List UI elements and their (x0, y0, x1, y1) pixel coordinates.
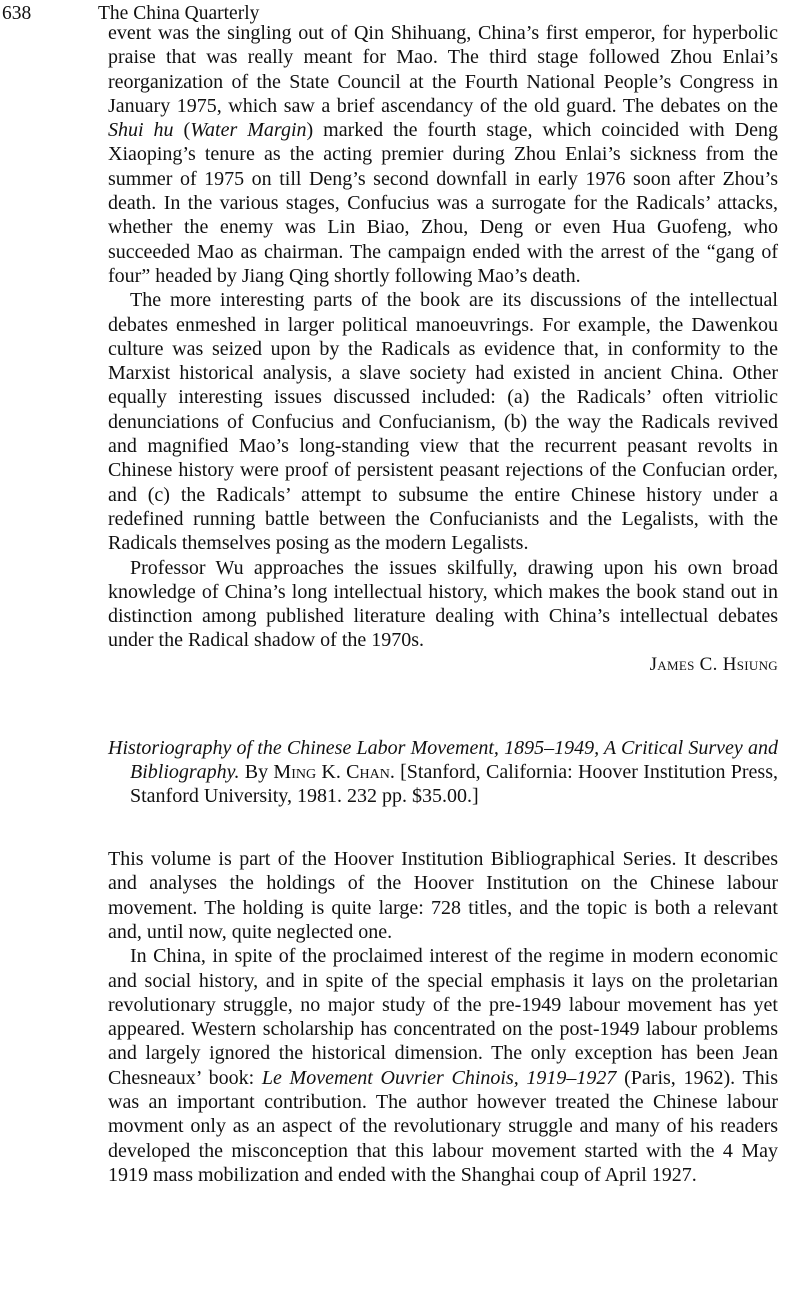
text-run: In China, in spite of the proclaimed interest of the regime in modern economic and social history, and in spite of the special emphasis it lays on the proletarian revolutionary struggle, no major study of the pre-1949 labour movement has yet appeared. Western scholarship has concentrated on the post-1949 labour problems and largely ignored the historical dimension. The only exception has been Jean Chesneaux’ book: (108, 945, 778, 1089)
review1-paragraph-2: The more interesting parts of the book are its discussions of the intellectual debates enmeshed in larger political manoeuvrings. For example, the Dawenkou culture was seized upon by the Radicals as evidence that, in conformity to the Marxist historical analysis, a slave society had existed in ancient China. Other equally interesting issues discussed included: (a) the Radicals’ often vitriolic denunciations of Confucius and Confucianism, (b) the way the Radicals revived and magnified Mao’s long-standing view that the recurrent peasant revolts in Chinese history were proof of persistent peasant rejections of the Confucian order, and (c) the Radicals’ attempt to subsume the entire Chinese history under a redefined running battle between the Confucianists and the Legalists, with the Radicals themselves posing as the modern Legalists. (108, 289, 778, 555)
review1-paragraph-1 (108, 21, 778, 288)
text-run: event was the singling out of Qin Shihuang, China’s first emperor, for hyperbolic praise that was really meant for Mao. The third stage followed Zhou Enlai’s reorganization of the State Council at the Fourth National People’s Congress in January 1975, which saw a brief ascendancy of the old guard. The debates on the (108, 22, 778, 117)
reviewer-signature: James C. Hsiung (649, 653, 778, 675)
review1-paragraph-3: Professor Wu approaches the issues skilfully, drawing upon his own broad knowledge of China’s long intellectual history, which makes the book stand out in distinction among published literature dealing with China’s intellectual debates under the Radical shadow of the 1970s. (108, 556, 778, 652)
review2-heading (108, 736, 778, 808)
review2-paragraph-1: This volume is part of the Hoover Institution Bibliographical Series. It describes and analyses the holdings of the Hoover Institution on the Chinese labour movement. The holding is quite large: 728 titles, and the topic is both a relevant and, until now, quite neglected one. (108, 848, 778, 943)
italic-text: Water Margin (190, 119, 307, 142)
text-run: ( (173, 119, 191, 142)
italic-text: Shui hu (108, 119, 174, 142)
article-body (108, 21, 778, 1187)
text-run: (Paris, 1962). This was an important contribution. The author however treated the Chinese labour movment only as an aspect of the revolutionary struggle and many of his readers developed the misconception that this labour movement started with the 4 May 1919 mass mobilization and ended with the Shanghai coup of April 1927. (108, 1066, 778, 1186)
by-word: By (239, 761, 274, 784)
text-run: ) marked the fourth stage, which coincided with Deng Xiaoping’s tenure as the acting premier during Zhou Enlai’s sickness from the summer of 1975 on till Deng’s second downfall in early 1976 soon after Zhou’s death. In the various stages, Confucius was a surrogate for the Radicals’ attacks, whether the enemy was Lin Biao, Zhou, Deng or even Hua Guofeng, who succeeded Mao as chairman. The campaign ended with the arrest of the “gang of four” headed by Jiang Qing shortly following Mao’s death. (108, 119, 778, 287)
journal-title: The China Quarterly (98, 3, 260, 24)
book-author: Ming K. Chan (273, 761, 390, 784)
review2-paragraph-2 (108, 944, 778, 1187)
book-title: Historiography of the Chinese Labor Movement, 1895–1949, A Critical Survey and Bibliography. (108, 737, 778, 784)
publication-details: . [Stanford, California: Hoover Institution Press, Stanford University, 1981. 232 pp. $35.00.] (130, 761, 778, 808)
page-number: 638 (2, 3, 32, 24)
italic-text: Le Movement Ouvrier Chinois, 1919–1927 (261, 1066, 617, 1089)
